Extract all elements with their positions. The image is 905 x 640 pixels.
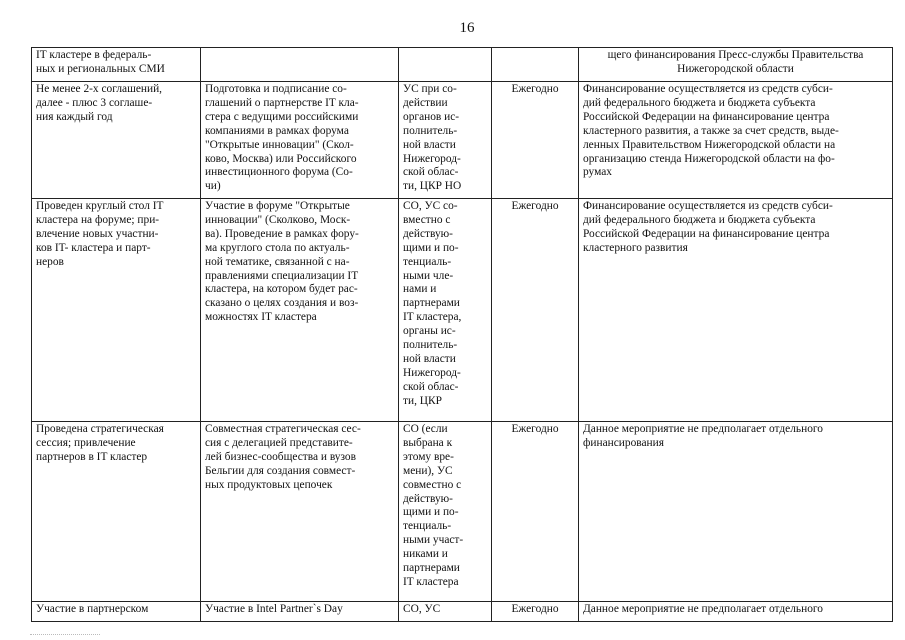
responsible-cell: СО, УС со- вместно с действую- щими и по- тенциаль- ными чле- нами и партнерами IT кластера, органы ис- полнитель- ной власти Нижегород- ской облас- ти, ЦКР [399, 199, 492, 422]
responsible-cell: СО (если выбрана к этому вре- мени), УС совместно с действую- щими и по- тенциаль- ными участ- никами и партнерами IT кластера [399, 422, 492, 602]
result-cell: Не менее 2-х соглашений, далее - плюс 3 соглаше- ния каждый год [32, 82, 201, 199]
activity-cell: Участие в Intel Partner`s Day [201, 602, 399, 622]
result-cell: IT кластере в федераль- ных и региональных СМИ [32, 48, 201, 82]
financing-cell: Финансирование осуществляется из средств субси- дий федерального бюджета и бюджета субъекта Российской Федерации на финансирование центра кластерного развития, а также за счет средств, выде- ленных Правительством Нижегородской области на организацию стенда Нижегородской области на фо- румах [579, 82, 893, 199]
table-row [32, 602, 893, 622]
period-cell: Ежегодно [492, 602, 579, 622]
page-number: 16 [459, 20, 475, 36]
result-cell: Проведена стратегическая сессия; привлечение партнеров в IT кластер [32, 422, 201, 602]
period-cell: Ежегодно [492, 199, 579, 422]
table-row [32, 48, 893, 82]
table-row [32, 82, 893, 199]
period-cell: Ежегодно [492, 422, 579, 602]
activity-cell: Участие в форуме "Открытые инновации" (Сколково, Моск- ва). Проведение в рамках фору- ма круглого стола по актуаль- ной тематике, связанной с на- правлениями специализации IT кластера, на котором будет рас- сказано о целях создания и воз- можностях IT кластера [201, 199, 399, 422]
financing-cell: Финансирование осуществляется из средств субси- дий федерального бюджета и бюджета субъекта Российской Федерации на финансирование центра кластерного развития [579, 199, 893, 422]
result-cell: Проведен круглый стол IT кластера на форуме; при- влечение новых участни- ков IT- кластера и парт- неров [32, 199, 201, 422]
responsible-cell [399, 48, 492, 82]
activity-cell [201, 48, 399, 82]
financing-cell: Данное мероприятие не предполагает отдельного [579, 602, 893, 622]
activity-cell: Совместная стратегическая сес- сия с делегацией представите- лей бизнес-сообщества и вузов Бельгии для создания совмест- ных продуктовых цепочек [201, 422, 399, 602]
result-cell: Участие в партнерском [32, 602, 201, 622]
financing-cell: щего финансирования Пресс-службы Правительства Нижегородской области [579, 48, 893, 82]
period-cell: Ежегодно [492, 82, 579, 199]
financing-cell: Данное мероприятие не предполагает отдельного финансирования [579, 422, 893, 602]
period-cell [492, 48, 579, 82]
activity-cell: Подготовка и подписание со- глашений о партнерстве IT кла- стера с ведущими российскими компаниями в рамках форума "Открытые инновации" (Скол- ково, Москва) или Российского инвестиционного форума (Со- чи) [201, 82, 399, 199]
table-row [32, 422, 893, 602]
plan-table [31, 47, 893, 622]
responsible-cell: УС при со- действии органов ис- полнитель- ной власти Нижегород- ской облас- ти, ЦКР НО [399, 82, 492, 199]
table-row [32, 199, 893, 422]
scan-artifact [30, 634, 100, 638]
responsible-cell: СО, УС [399, 602, 492, 622]
